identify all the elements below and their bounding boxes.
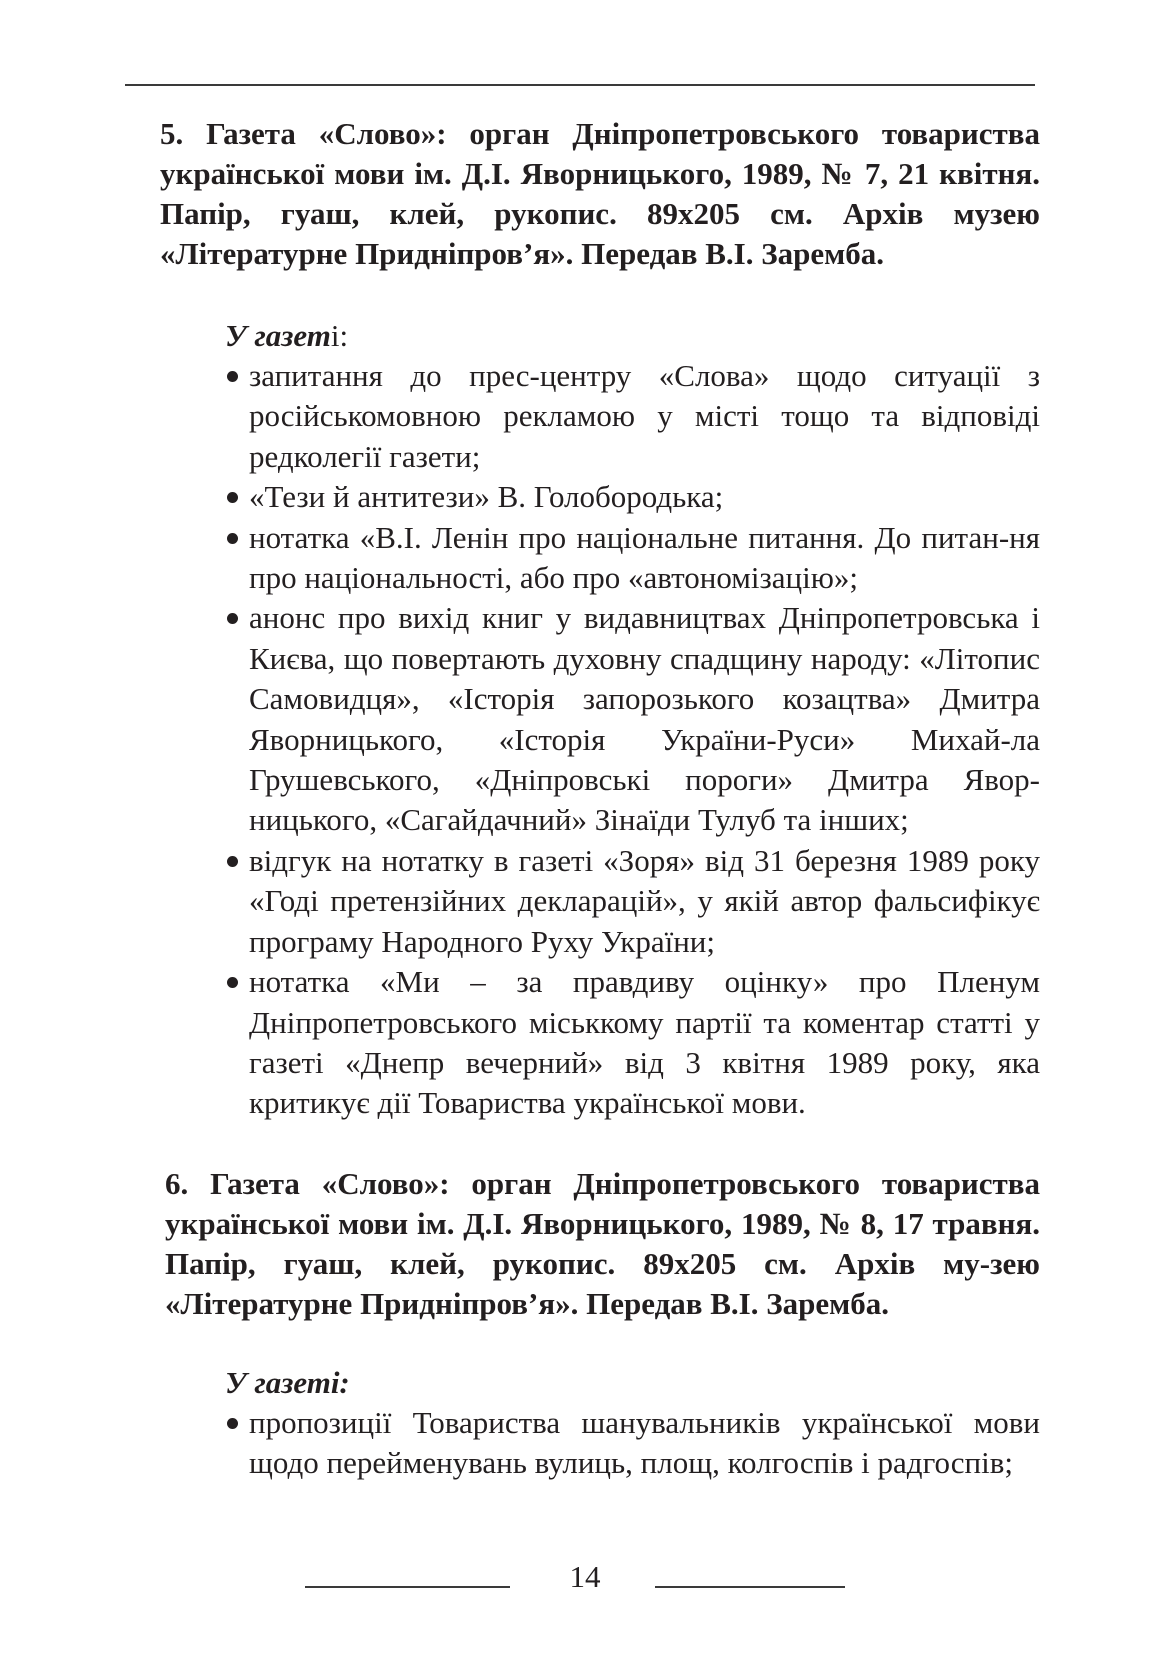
- list-item-text: запитання до прес-центру «Слова» щодо ситуації з російськомовною рекламою у місті тощо та відповіді редколегії газети;: [249, 358, 1040, 474]
- footer-rule-left: [305, 1586, 510, 1588]
- page-footer: [0, 1557, 1166, 1597]
- bullet-icon: [227, 371, 238, 382]
- bullet-icon: [227, 533, 238, 544]
- bullet-icon: [227, 856, 238, 867]
- list-item: [225, 1403, 1040, 1484]
- in-paper-label-suffix: і:: [330, 318, 349, 353]
- bullet-icon: [227, 977, 238, 988]
- contents-list: [225, 1403, 1040, 1484]
- in-paper-label: [225, 316, 348, 356]
- list-item-text: відгук на нотатку в газеті «Зоря» від 31 березня 1989 року «Годі претензійних декларацій», у якій автор фальсифікує програму Народного Руху України;: [249, 842, 1040, 959]
- entry-heading: 6. Газета «Слово»: орган Дніпропетровського товариства української мови ім. Д.І. Яворницького, 1989, № 8, 17 травня. Папір, гуаш, клей, рукопис. 89х205 см. Архів му-зею «Літературне Придніпров’я». Передав В.І. Заремба.: [165, 1166, 1040, 1321]
- contents-list: [225, 356, 1040, 1124]
- list-item-text: анонс про вихід книг у видавництвах Дніпропетровська і Києва, що повертають духовну спадщину народу: «Літопис Самовидця», «Історія запорозького козацтва» Дмитра Яворницького, «Історія України-Руси» Михай-ла Грушевського, «Дніпровські пороги» Дмитра Явор-ницького, «Сагайдачний» Зінаїди Тулуб та інших;: [249, 600, 1040, 838]
- list-item: [225, 518, 1040, 599]
- list-item-text: нотатка «В.І. Ленін про національне питання. До питан-ня про національності, або про «автономізацію»;: [249, 519, 1040, 596]
- list-item: [225, 962, 1040, 1124]
- in-paper-label: [225, 1363, 350, 1403]
- top-rule: [125, 84, 1035, 86]
- list-item-text: пропозиції Товариства шанувальників української мови щодо перейменувань вулиць, площ, колгоспів і радгоспів;: [249, 1405, 1040, 1481]
- list-item: [225, 598, 1040, 840]
- page-number: 14: [569, 1559, 601, 1594]
- in-paper-label-italic: У газет: [225, 318, 331, 353]
- bullet-icon: [227, 613, 238, 624]
- bullet-icon: [227, 492, 238, 503]
- footer-rule-right: [655, 1586, 845, 1588]
- list-item: [225, 356, 1040, 477]
- in-paper-label-italic: У газеті:: [225, 1365, 350, 1400]
- list-item-text: нотатка «Ми – за правдиву оцінку» про Пленум Дніпропетровського міськкому партії та коментар статті у газеті «Днепр вечерний» від 3 квітня 1989 року, яка критикує дії Товариства української мови.: [249, 964, 1040, 1121]
- bullet-icon: [227, 1418, 238, 1429]
- entry-heading: 5. Газета «Слово»: орган Дніпропетровського товариства української мови ім. Д.І. Яворницького, 1989, № 7, 21 квітня. Папір, гуаш, клей, рукопис. 89х205 см. Архів музею «Літературне Придніпров’я». Передав В.І. Заремба.: [160, 116, 1040, 271]
- list-item: [225, 477, 1040, 517]
- list-item: [225, 841, 1040, 962]
- list-item-text: «Тези й антитези» В. Голобородька;: [249, 479, 724, 515]
